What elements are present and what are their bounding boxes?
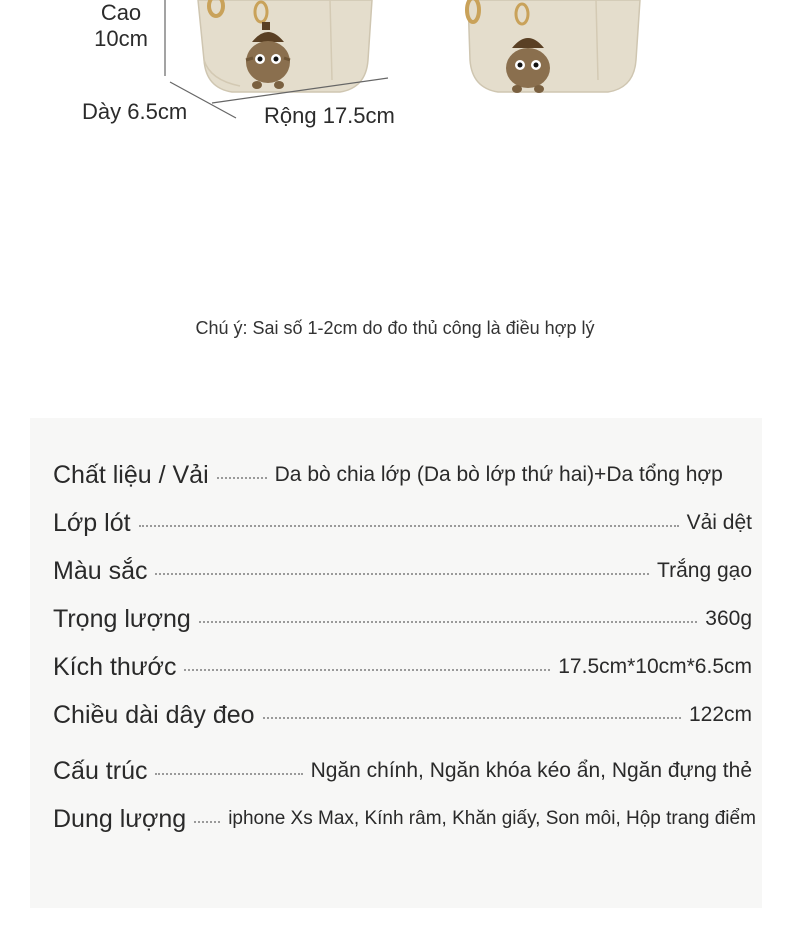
spec-row-strap-length bbox=[53, 698, 752, 732]
product-image-area bbox=[0, 0, 790, 140]
dotted-leader bbox=[194, 819, 220, 823]
measurement-note: Chú ý: Sai số 1-2cm do đo thủ công là điều hợp lý bbox=[195, 318, 595, 338]
height-label-line1: Cao bbox=[100, 0, 142, 25]
spec-label: Kích thước bbox=[53, 652, 177, 681]
spec-label: Trọng lượng bbox=[53, 604, 191, 633]
spec-label: Lớp lót bbox=[53, 508, 131, 537]
bag-right bbox=[467, 0, 640, 93]
spec-value: Da bò chia lớp (Da bò lớp thứ hai)+Da tổng hợp bbox=[274, 463, 723, 486]
spec-row-material bbox=[53, 458, 752, 492]
depth-label: Dày 6.5cm bbox=[82, 99, 188, 124]
spec-row-capacity bbox=[53, 802, 756, 836]
spec-label: Dung lượng bbox=[53, 804, 187, 833]
spec-row-weight bbox=[53, 602, 752, 636]
dotted-leader bbox=[139, 523, 679, 527]
spec-label: Cấu trúc bbox=[53, 756, 148, 785]
spec-row-structure bbox=[53, 754, 752, 788]
dotted-leader bbox=[217, 475, 267, 479]
spec-value: Trắng gạo bbox=[657, 559, 752, 582]
dotted-leader bbox=[155, 571, 649, 575]
spec-label: Chất liệu / Vải bbox=[53, 460, 209, 489]
height-label bbox=[88, 0, 154, 52]
dotted-leader bbox=[155, 771, 302, 775]
spec-row-color bbox=[53, 554, 752, 588]
spec-value: Ngăn chính, Ngăn khóa kéo ẩn, Ngăn đựng thẻ bbox=[310, 759, 752, 782]
spec-row-size bbox=[53, 650, 752, 684]
spec-value: 17.5cm*10cm*6.5cm bbox=[558, 655, 752, 678]
spec-value: 360g bbox=[705, 607, 752, 630]
spec-value: Vải dệt bbox=[686, 511, 752, 534]
dotted-leader bbox=[199, 619, 697, 623]
width-label: Rộng 17.5cm bbox=[264, 103, 395, 128]
spec-panel bbox=[30, 418, 762, 908]
spec-label: Màu sắc bbox=[53, 556, 148, 585]
height-label-line2: 10cm bbox=[94, 26, 148, 51]
spec-row-lining bbox=[53, 506, 752, 540]
spec-value: iphone Xs Max, Kính râm, Khăn giấy, Son môi, Hộp trang điểm bbox=[228, 808, 756, 829]
spec-label: Chiều dài dây đeo bbox=[53, 700, 255, 729]
spec-value: 122cm bbox=[688, 703, 752, 726]
dotted-leader bbox=[184, 667, 550, 671]
bag-left bbox=[198, 0, 372, 92]
dotted-leader bbox=[263, 715, 681, 719]
